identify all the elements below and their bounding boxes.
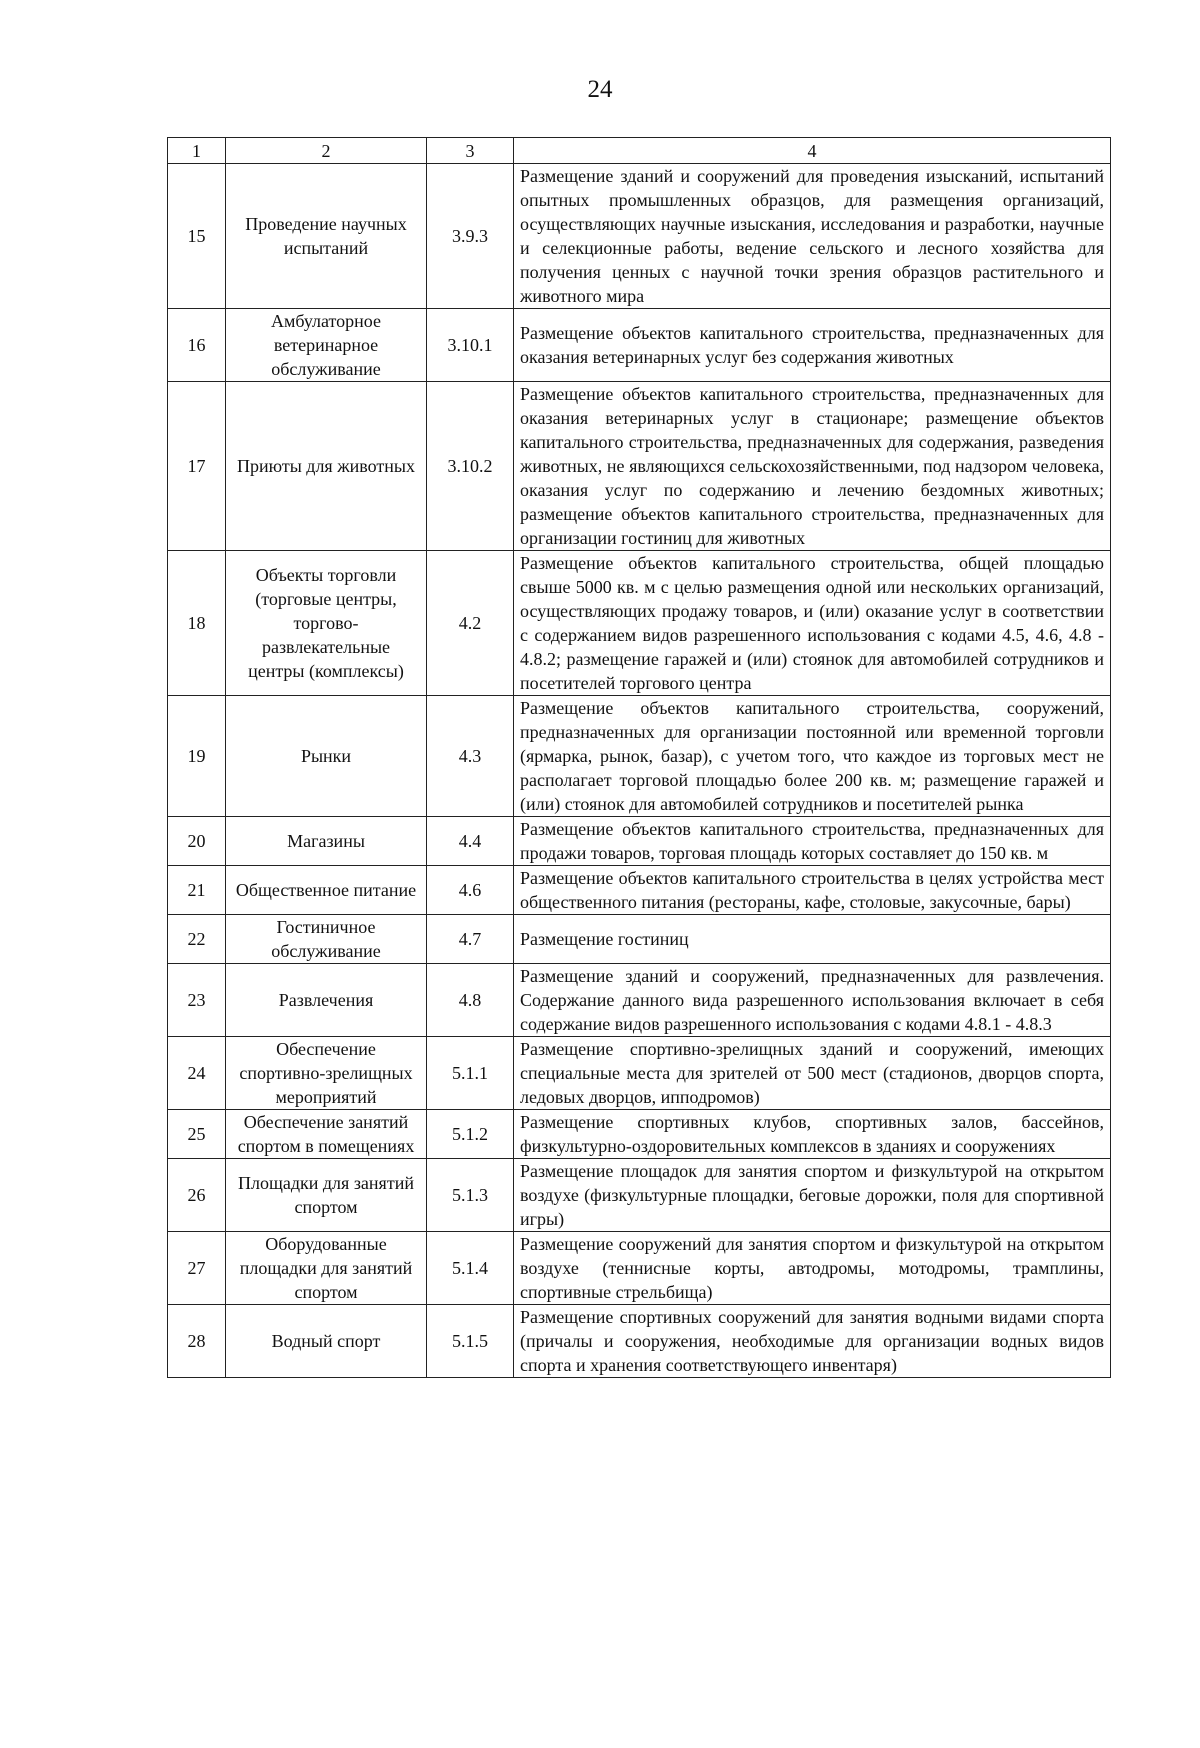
- row-number: 24: [168, 1037, 226, 1110]
- use-type-code: 5.1.3: [427, 1159, 514, 1232]
- table-row: [168, 817, 1111, 866]
- use-type-name: Водный спорт: [226, 1305, 427, 1378]
- use-type-name: Обеспечение спортивно-зрелищных мероприятий: [226, 1037, 427, 1110]
- use-type-name: Объекты торговли (торговые центры, торгово-развлекательные центры (комплексы): [226, 551, 427, 696]
- table-row: [168, 551, 1111, 696]
- column-header-1: 1: [168, 138, 226, 164]
- use-type-description: Размещение зданий и сооружений для проведения изысканий, испытаний опытных промышленных образцов, для размещения организаций, осуществляющих научные изыскания, исследования и разработки, научные и селекционные работы, ведение сельского и лесного хозяйства для получения ценных с научной точки зрения образцов растительного и животного мира: [514, 164, 1111, 309]
- use-type-description: Размещение спортивных клубов, спортивных залов, бассейнов, физкультурно-оздоровительных комплексов в зданиях и сооружениях: [514, 1110, 1111, 1159]
- table-row: [168, 915, 1111, 964]
- use-type-name: Площадки для занятий спортом: [226, 1159, 427, 1232]
- use-type-description: Размещение зданий и сооружений, предназначенных для развлечения. Содержание данного вида разрешенного использования включает в себя содержание видов разрешенного использования с кодами 4.8.1 - 4.8.3: [514, 964, 1111, 1037]
- use-type-description: Размещение сооружений для занятия спортом и физкультурой на открытом воздухе (теннисные корты, автодромы, мотодромы, трамплины, спортивные стрельбища): [514, 1232, 1111, 1305]
- row-number: 15: [168, 164, 226, 309]
- use-type-code: 3.9.3: [427, 164, 514, 309]
- use-type-description: Размещение гостиниц: [514, 915, 1111, 964]
- column-header-2: 2: [226, 138, 427, 164]
- use-type-code: 3.10.2: [427, 382, 514, 551]
- table-row: [168, 964, 1111, 1037]
- use-type-code: 5.1.4: [427, 1232, 514, 1305]
- use-type-code: 5.1.1: [427, 1037, 514, 1110]
- table-row: [168, 1037, 1111, 1110]
- use-type-name: Обеспечение занятий спортом в помещениях: [226, 1110, 427, 1159]
- row-number: 19: [168, 696, 226, 817]
- use-type-description: Размещение объектов капитального строительства, предназначенных для оказания ветеринарных услуг в стационаре; размещение объектов капитального строительства, предназначенных для содержания, разведения животных, не являющихся сельскохозяйственными, под надзором человека, оказания услуг по содержанию и лечению бездомных животных; размещение объектов капитального строительства, предназначенных для организации гостиниц для животных: [514, 382, 1111, 551]
- table-row: [168, 382, 1111, 551]
- use-type-description: Размещение объектов капитального строительства, предназначенных для продажи товаров, торговая площадь которых составляет до 150 кв. м: [514, 817, 1111, 866]
- row-number: 16: [168, 309, 226, 382]
- row-number: 28: [168, 1305, 226, 1378]
- use-type-name: Гостиничное обслуживание: [226, 915, 427, 964]
- use-type-description: Размещение объектов капитального строительства в целях устройства мест общественного питания (рестораны, кафе, столовые, закусочные, бары): [514, 866, 1111, 915]
- table-row: [168, 1110, 1111, 1159]
- use-type-name: Приюты для животных: [226, 382, 427, 551]
- row-number: 22: [168, 915, 226, 964]
- land-use-table: [167, 137, 1111, 1378]
- row-number: 17: [168, 382, 226, 551]
- table-row: [168, 164, 1111, 309]
- use-type-name: Амбулаторное ветеринарное обслуживание: [226, 309, 427, 382]
- use-type-name: Оборудованные площадки для занятий спортом: [226, 1232, 427, 1305]
- use-type-description: Размещение площадок для занятия спортом и физкультурой на открытом воздухе (физкультурные площадки, беговые дорожки, поля для спортивной игры): [514, 1159, 1111, 1232]
- table-row: [168, 1159, 1111, 1232]
- use-type-code: 4.3: [427, 696, 514, 817]
- table-header-row: [168, 138, 1111, 164]
- use-type-description: Размещение спортивных сооружений для занятия водными видами спорта (причалы и сооружения, необходимые для организации водных видов спорта и хранения соответствующего инвентаря): [514, 1305, 1111, 1378]
- use-type-name: Проведение научных испытаний: [226, 164, 427, 309]
- use-type-code: 4.6: [427, 866, 514, 915]
- use-type-code: 4.7: [427, 915, 514, 964]
- use-type-code: 4.2: [427, 551, 514, 696]
- use-type-code: 5.1.2: [427, 1110, 514, 1159]
- table-row: [168, 1232, 1111, 1305]
- table-row: [168, 1305, 1111, 1378]
- row-number: 21: [168, 866, 226, 915]
- column-header-3: 3: [427, 138, 514, 164]
- table-row: [168, 696, 1111, 817]
- use-type-name: Развлечения: [226, 964, 427, 1037]
- use-type-description: Размещение объектов капитального строительства, предназначенных для оказания ветеринарных услуг без содержания животных: [514, 309, 1111, 382]
- use-type-name: Общественное питание: [226, 866, 427, 915]
- use-type-description: Размещение объектов капитального строительства, сооружений, предназначенных для организации постоянной или временной торговли (ярмарка, рынок, базар), с учетом того, что каждое из торговых мест не располагает торговой площадью более 200 кв. м; размещение гаражей и (или) стоянок для автомобилей сотрудников и посетителей рынка: [514, 696, 1111, 817]
- table-row: [168, 309, 1111, 382]
- row-number: 26: [168, 1159, 226, 1232]
- use-type-code: 3.10.1: [427, 309, 514, 382]
- use-type-code: 4.4: [427, 817, 514, 866]
- row-number: 23: [168, 964, 226, 1037]
- row-number: 25: [168, 1110, 226, 1159]
- page-number: 24: [587, 76, 613, 103]
- use-type-name: Магазины: [226, 817, 427, 866]
- column-header-4: 4: [514, 138, 1111, 164]
- row-number: 27: [168, 1232, 226, 1305]
- use-type-code: 4.8: [427, 964, 514, 1037]
- use-type-description: Размещение спортивно-зрелищных зданий и сооружений, имеющих специальные места для зрителей от 500 мест (стадионов, дворцов спорта, ледовых дворцов, ипподромов): [514, 1037, 1111, 1110]
- row-number: 20: [168, 817, 226, 866]
- use-type-code: 5.1.5: [427, 1305, 514, 1378]
- table-row: [168, 866, 1111, 915]
- use-type-name: Рынки: [226, 696, 427, 817]
- use-type-description: Размещение объектов капитального строительства, общей площадью свыше 5000 кв. м с целью размещения одной или нескольких организаций, осуществляющих продажу товаров, и (или) оказание услуг в соответствии с содержанием видов разрешенного использования с кодами 4.5, 4.6, 4.8 - 4.8.2; размещение гаражей и (или) стоянок для автомобилей сотрудников и посетителей торгового центра: [514, 551, 1111, 696]
- row-number: 18: [168, 551, 226, 696]
